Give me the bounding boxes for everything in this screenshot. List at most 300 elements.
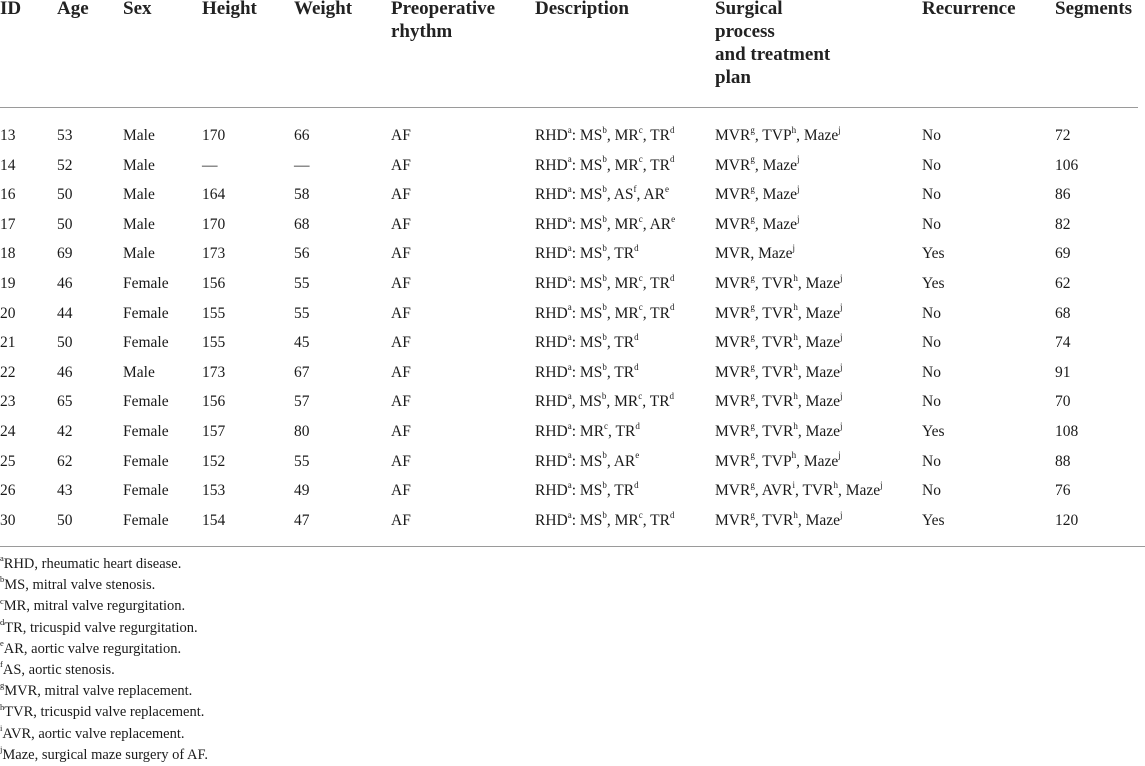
footnote-mark: g — [750, 302, 755, 313]
cell-id: 20 — [0, 304, 16, 322]
cell-weight: 55 — [294, 452, 310, 470]
cell-height: 155 — [202, 304, 226, 322]
footnote-mark: e — [664, 184, 669, 195]
cell-text: RHD — [535, 215, 568, 233]
cell-height: 152 — [202, 452, 226, 470]
cell-text: , TVR — [754, 275, 794, 292]
footnote-item — [0, 660, 600, 681]
table-row — [0, 506, 1145, 535]
footnote-mark: f — [0, 659, 3, 670]
cell-description — [535, 299, 674, 328]
cell-text: RHD — [535, 186, 568, 204]
cell-surgical — [715, 387, 843, 416]
footnote-mark: a — [0, 553, 4, 564]
cell-sex: Female — [123, 304, 169, 322]
cell-surgical — [715, 210, 800, 239]
cell-text: : MS — [571, 334, 603, 352]
cell-text: MVR — [715, 482, 751, 500]
header-surgical-line: Surgical — [715, 0, 783, 19]
cell-text: RHD — [535, 334, 568, 352]
footnote-mark: a — [567, 509, 572, 520]
cell-text: , Maze — [754, 215, 797, 233]
cell-description — [535, 239, 639, 268]
cell-surgical — [715, 121, 841, 150]
cell-rhythm: AF — [391, 156, 411, 174]
cell-segments: 108 — [1055, 423, 1079, 440]
cell-id: 21 — [0, 334, 16, 352]
cell-description — [535, 476, 639, 505]
footnote-mark: b — [602, 509, 607, 520]
footnote-item — [0, 724, 600, 745]
cell-description — [535, 269, 674, 298]
header-divider — [0, 107, 1138, 108]
header-segments: Segments — [1055, 0, 1133, 19]
cell-text: , TVR — [754, 511, 794, 529]
footnote-mark: g — [750, 450, 755, 461]
cell-text: , AR — [642, 215, 672, 233]
cell-rhythm: AF — [391, 245, 411, 263]
cell-text: MVR — [715, 186, 751, 204]
cell-age: 46 — [57, 363, 73, 381]
cell-text: MVR — [715, 363, 751, 381]
cell-text: RHD — [535, 452, 568, 470]
cell-weight: 55 — [294, 304, 310, 322]
footnote-mark: c — [0, 595, 4, 606]
footnote-mark: d — [669, 272, 675, 283]
cell-text: , Maze — [754, 156, 797, 174]
cell-text: , TVR — [754, 363, 794, 381]
cell-description — [535, 328, 639, 357]
cell-text: : MS — [571, 452, 603, 470]
cell-height: 164 — [202, 186, 226, 204]
footnote-mark: h — [793, 272, 798, 283]
cell-text: : MS — [571, 245, 603, 263]
header-age: Age — [57, 0, 89, 19]
cell-text: , MR — [606, 215, 639, 233]
cell-text: RHD — [535, 127, 568, 144]
cell-description — [535, 506, 674, 535]
cell-text: RHD — [535, 363, 568, 381]
table-row — [0, 328, 1145, 357]
cell-surgical — [715, 358, 843, 387]
cell-text: MVR — [715, 275, 751, 292]
cell-recurrence: No — [922, 215, 941, 233]
cell-height: 170 — [202, 215, 226, 233]
cell-text: MVR — [715, 334, 751, 352]
cell-rhythm: AF — [391, 304, 411, 322]
cell-description — [535, 447, 639, 476]
footnote-mark: j — [839, 509, 843, 520]
cell-rhythm: AF — [391, 275, 411, 292]
cell-weight: — — [294, 156, 310, 174]
cell-recurrence: Yes — [922, 423, 945, 440]
cell-sex: Female — [123, 482, 169, 500]
footnote-mark: g — [750, 332, 755, 343]
cell-sex: Male — [123, 127, 155, 144]
footnote-mark: g — [750, 509, 755, 520]
cell-id: 30 — [0, 511, 16, 529]
footnote-mark: a — [567, 243, 572, 254]
footnote-mark: b — [601, 391, 607, 402]
footnote-mark: c — [638, 272, 643, 283]
cell-text: MVR — [715, 393, 751, 411]
footnote-item — [0, 681, 600, 702]
cell-rhythm: AF — [391, 363, 411, 381]
header-weight: Weight — [294, 0, 353, 19]
cell-recurrence: No — [922, 186, 941, 204]
cell-rhythm: AF — [391, 186, 411, 204]
cell-segments: 86 — [1055, 186, 1071, 204]
footnote-mark: a — [567, 480, 572, 491]
cell-surgical — [715, 476, 883, 505]
header-rhythm-line: Preoperative — [391, 0, 496, 19]
cell-description — [535, 387, 674, 416]
cell-segments: 72 — [1055, 127, 1071, 144]
footnote-mark: d — [669, 391, 675, 402]
table-row — [0, 239, 1145, 268]
cell-recurrence: No — [922, 363, 941, 381]
footnote-mark: b — [602, 302, 607, 313]
footnote-mark: h — [833, 480, 838, 491]
cell-text: RHD — [535, 304, 568, 322]
cell-text: , AR — [636, 186, 665, 204]
cell-text: : MS — [571, 511, 603, 529]
cell-weight: 49 — [294, 482, 310, 500]
footnote-mark: a — [567, 361, 572, 372]
table-row — [0, 180, 1145, 209]
cell-surgical — [715, 417, 843, 446]
header-id: ID — [0, 0, 22, 19]
cell-segments: 91 — [1055, 363, 1071, 381]
cell-recurrence: Yes — [922, 511, 945, 529]
cell-rhythm: AF — [391, 452, 411, 470]
cell-segments: 106 — [1055, 156, 1079, 174]
cell-height: 153 — [202, 482, 226, 500]
header-surgical-line: plan — [715, 67, 751, 88]
cell-text: , Maze — [796, 127, 839, 144]
cell-recurrence: No — [922, 127, 941, 144]
footnote-mark: g — [750, 272, 755, 283]
footnote-mark: j — [839, 420, 843, 431]
footnote-text: MR, mitral valve regurgitation. — [3, 598, 186, 615]
header-rhythm — [391, 0, 495, 43]
table-bottom-divider — [0, 546, 1145, 547]
cell-recurrence: Yes — [922, 275, 945, 292]
cell-description — [535, 121, 674, 150]
cell-weight: 45 — [294, 334, 310, 352]
cell-text: , AVR — [754, 482, 793, 500]
cell-surgical — [715, 239, 795, 268]
cell-height: 170 — [202, 127, 226, 144]
cell-text: , Maze — [837, 482, 881, 500]
cell-text: , TVR — [754, 304, 794, 322]
footnote-mark: g — [750, 480, 755, 491]
footnote-text: MVR, mitral valve replacement. — [4, 683, 193, 700]
cell-id: 26 — [0, 482, 16, 500]
cell-recurrence: No — [922, 393, 941, 411]
cell-rhythm: AF — [391, 482, 411, 500]
footnote-mark: a — [567, 302, 572, 313]
footnote-mark: h — [793, 509, 798, 520]
footnote-mark: j — [839, 361, 843, 372]
cell-age: 46 — [57, 275, 73, 292]
cell-weight: 66 — [294, 127, 310, 144]
cell-text: RHD — [535, 156, 568, 174]
cell-id: 17 — [0, 215, 16, 233]
cell-rhythm: AF — [391, 334, 411, 352]
footnote-mark: c — [604, 420, 609, 431]
cell-segments: 70 — [1055, 393, 1071, 411]
cell-text: , Maze — [797, 393, 840, 411]
cell-segments: 68 — [1055, 304, 1071, 322]
cell-text: , TR — [642, 393, 670, 411]
cell-text: MVR — [715, 304, 751, 322]
cell-text: , Maze — [754, 186, 797, 204]
cell-text: , TR — [642, 275, 670, 292]
cell-text: , Maze — [797, 304, 840, 322]
table-row — [0, 358, 1145, 387]
table-row — [0, 417, 1145, 446]
footnote-text: AR, aortic valve regurgitation. — [3, 640, 182, 657]
cell-sex: Female — [123, 275, 169, 292]
cell-id: 25 — [0, 452, 16, 470]
footnote-mark: i — [792, 480, 795, 491]
footnote-mark: h — [0, 701, 5, 712]
footnote-mark: j — [797, 184, 800, 195]
cell-age: 69 — [57, 245, 73, 263]
cell-text: RHD — [535, 393, 568, 411]
footnote-mark: d — [634, 243, 639, 254]
cell-age: 50 — [57, 186, 73, 204]
cell-segments: 74 — [1055, 334, 1071, 352]
cell-height: 157 — [202, 423, 226, 440]
cell-sex: Female — [123, 393, 169, 411]
header-rhythm-line: rhythm — [391, 21, 453, 42]
cell-weight: 58 — [294, 186, 310, 204]
cell-text: : MS — [571, 304, 603, 322]
cell-text: , TR — [606, 363, 635, 381]
cell-segments: 69 — [1055, 245, 1071, 263]
cell-text: , Maze — [796, 452, 839, 470]
cell-text: MVR — [715, 511, 751, 529]
cell-description — [535, 180, 669, 209]
cell-text: : MS — [571, 363, 603, 381]
cell-surgical — [715, 151, 800, 180]
cell-rhythm: AF — [391, 511, 411, 529]
cell-sex: Female — [123, 511, 169, 529]
cell-text: , TR — [608, 423, 636, 440]
cell-text: MVR — [715, 215, 751, 233]
cell-text: RHD — [535, 482, 568, 500]
cell-weight: 67 — [294, 363, 310, 381]
cell-text: , TR — [606, 482, 635, 500]
cell-segments: 88 — [1055, 452, 1071, 470]
cell-text: MVR — [715, 156, 751, 174]
table-row — [0, 299, 1145, 328]
cell-id: 16 — [0, 186, 16, 204]
cell-sex: Male — [123, 215, 155, 233]
cell-weight: 68 — [294, 215, 310, 233]
footnote-mark: g — [750, 420, 755, 431]
footnote-mark: c — [638, 391, 643, 402]
footnotes — [0, 554, 600, 766]
cell-segments: 76 — [1055, 482, 1071, 500]
footnote-item — [0, 618, 600, 639]
footnote-mark: j — [797, 213, 800, 224]
cell-text: MVR — [715, 423, 751, 440]
cell-text: MVR, Maze — [715, 245, 793, 263]
cell-text: , TVR — [754, 334, 794, 352]
cell-text: , TVP — [754, 127, 792, 144]
cell-recurrence: No — [922, 452, 941, 470]
footnote-mark: h — [791, 450, 797, 461]
table-header — [0, 0, 1145, 108]
cell-age: 50 — [57, 511, 73, 529]
footnote-mark: g — [750, 361, 755, 372]
table-row — [0, 210, 1145, 239]
footnote-mark: f — [633, 184, 637, 195]
footnote-mark: a — [567, 272, 572, 283]
footnote-mark: b — [602, 480, 607, 491]
footnote-mark: e — [0, 637, 4, 648]
cell-recurrence: No — [922, 482, 941, 500]
footnote-mark: g — [0, 680, 5, 691]
cell-height: 173 — [202, 363, 226, 381]
footnote-mark: d — [669, 124, 675, 135]
cell-text: , TR — [642, 127, 670, 144]
cell-weight: 47 — [294, 511, 310, 529]
footnote-text: RHD, rheumatic heart disease. — [3, 556, 182, 572]
cell-text: , TR — [642, 511, 670, 529]
cell-segments: 120 — [1055, 511, 1079, 529]
footnote-mark: a — [567, 154, 572, 165]
cell-description — [535, 210, 675, 239]
cell-text: RHD — [535, 423, 568, 440]
cell-text: : MR — [571, 423, 605, 440]
cell-rhythm: AF — [391, 393, 411, 411]
cell-age: 44 — [57, 304, 73, 322]
cell-surgical — [715, 328, 843, 357]
cell-text: , Maze — [797, 363, 840, 381]
footnote-item — [0, 554, 600, 575]
footnote-text: AS, aortic stenosis. — [2, 662, 115, 679]
footnote-mark: e — [635, 450, 640, 461]
cell-description — [535, 417, 640, 446]
footnote-mark: d — [0, 616, 5, 627]
footnote-mark: j — [838, 450, 841, 461]
cell-age: 65 — [57, 393, 73, 411]
header-description: Description — [535, 0, 629, 19]
cell-height: 154 — [202, 511, 226, 529]
footnote-mark: h — [793, 391, 798, 402]
cell-segments: 82 — [1055, 215, 1071, 233]
footnote-mark: c — [638, 124, 643, 135]
cell-recurrence: No — [922, 156, 941, 174]
footnote-mark: i — [0, 722, 3, 733]
footnote-mark: d — [669, 509, 675, 520]
cell-text: , Maze — [797, 275, 840, 292]
table-row — [0, 269, 1145, 298]
cell-sex: Female — [123, 423, 169, 440]
cell-sex: Male — [123, 363, 155, 381]
footnote-mark: b — [602, 154, 607, 165]
footnote-text: Maze, surgical maze surgery of AF. — [2, 746, 209, 763]
footnote-mark: b — [602, 272, 607, 283]
footnote-mark: c — [638, 302, 643, 313]
cell-text: RHD — [535, 511, 568, 529]
cell-text: , Maze — [797, 511, 840, 529]
cell-text: : MS — [571, 215, 603, 233]
header-height: Height — [202, 0, 257, 19]
cell-surgical — [715, 180, 800, 209]
footnote-mark: a — [567, 184, 572, 195]
cell-height: 156 — [202, 393, 226, 411]
cell-weight: 57 — [294, 393, 310, 411]
cell-text: : MS — [571, 127, 603, 144]
footnote-mark: c — [638, 213, 643, 224]
cell-id: 22 — [0, 363, 16, 381]
cell-text: , MS — [571, 393, 602, 411]
footnote-mark: j — [0, 744, 3, 754]
footnote-mark: b — [602, 184, 607, 195]
cell-text: , Maze — [797, 423, 840, 440]
cell-text: , AS — [606, 186, 634, 204]
footnote-mark: a — [567, 420, 572, 431]
cell-text: , TVR — [794, 482, 834, 500]
cell-text: : MS — [571, 156, 603, 174]
cell-text: : MS — [571, 275, 603, 292]
cell-text: , TVR — [754, 423, 794, 440]
cell-sex: Male — [123, 245, 155, 263]
cell-text: , Maze — [797, 334, 840, 352]
footnote-item — [0, 575, 600, 596]
footnote-mark: h — [793, 332, 798, 343]
footnote-mark: d — [669, 302, 675, 313]
cell-recurrence: No — [922, 304, 941, 322]
footnote-item — [0, 745, 600, 766]
cell-text: , TVR — [754, 393, 794, 411]
cell-id: 24 — [0, 423, 16, 440]
footnote-mark: d — [635, 420, 640, 431]
footnote-mark: b — [602, 361, 607, 372]
footnote-mark: d — [669, 154, 675, 165]
cell-surgical — [715, 506, 843, 535]
cell-segments: 62 — [1055, 275, 1071, 292]
cell-rhythm: AF — [391, 423, 411, 440]
cell-text: , MR — [606, 304, 639, 322]
cell-text: , MR — [606, 275, 639, 292]
cell-rhythm: AF — [391, 215, 411, 233]
cell-id: 18 — [0, 245, 16, 263]
footnote-text: TVR, tricuspid valve replacement. — [4, 704, 205, 721]
footnote-mark: b — [602, 332, 607, 343]
cell-text: , TR — [606, 334, 635, 352]
cell-text: , TR — [606, 245, 635, 263]
footnote-mark: j — [839, 302, 843, 313]
footnote-mark: d — [634, 332, 639, 343]
cell-sex: Female — [123, 334, 169, 352]
cell-text: MVR — [715, 452, 751, 470]
cell-age: 50 — [57, 334, 73, 352]
footnote-mark: b — [602, 243, 607, 254]
cell-weight: 80 — [294, 423, 310, 440]
header-surgical-line: process — [715, 21, 775, 42]
table-row — [0, 151, 1145, 180]
cell-height: 173 — [202, 245, 226, 263]
footnote-mark: j — [797, 154, 800, 165]
footnote-mark: j — [839, 391, 843, 402]
cell-age: 53 — [57, 127, 73, 144]
